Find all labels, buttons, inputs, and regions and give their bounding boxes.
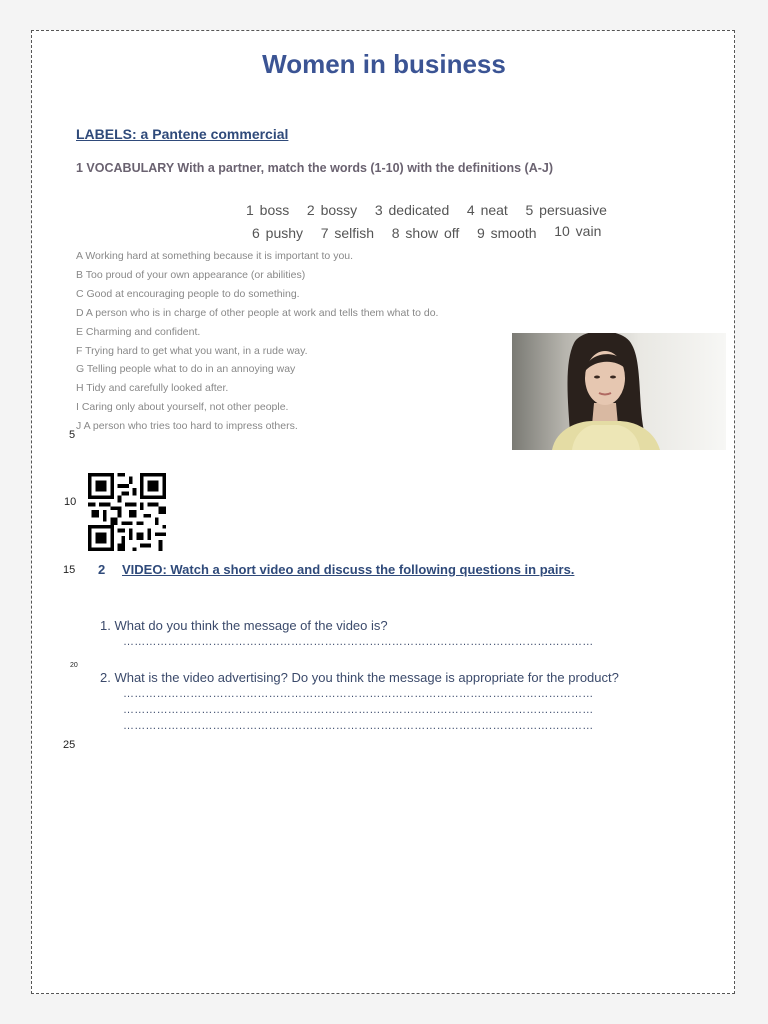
definitions-list	[76, 247, 438, 436]
answer-line: ………………………………………………………………………………………………………………	[123, 704, 594, 716]
woman-photo	[512, 333, 726, 450]
definition-item: J A person who tries too hard to impress others.	[76, 420, 298, 433]
labels-heading: LABELS: a Pantene commercial	[76, 126, 289, 142]
definition-item: C Good at encouraging people to do something.	[76, 287, 300, 300]
definition-item: B Too proud of your own appearance (or abilities)	[76, 268, 306, 281]
task2-number: 2	[98, 562, 106, 577]
line-number-5: 5	[69, 429, 76, 441]
definition-item: D A person who is in charge of other people at work and tells them what to do.	[76, 306, 439, 319]
definition-item: A Working hard at something because it is important to you.	[76, 250, 354, 262]
question-2: 2. What is the video advertising? Do you think the message is appropriate for the product?	[100, 670, 619, 685]
definition-item: I Caring only about yourself, not other people.	[76, 401, 289, 414]
answer-line: ………………………………………………………………………………………………………………	[123, 720, 594, 732]
worksheet-page	[31, 30, 735, 994]
word-list-row-2: 6 pushy 7 selfish 8 show off 9 smooth 10 vain	[252, 223, 602, 241]
task2-heading: VIDEO: Watch a short video and discuss the following questions in pairs.	[122, 562, 575, 577]
word-list-row-1: 1 boss 2 bossy 3 dedicated 4 neat 5 persuasive	[246, 202, 607, 218]
answer-line: ………………………………………………………………………………………………………………	[123, 688, 594, 700]
task2-heading-row	[32, 562, 736, 580]
definition-item: H Tidy and carefully looked after.	[76, 382, 229, 395]
line-number-25: 25	[63, 739, 76, 751]
line-number-20: 20	[70, 662, 78, 669]
qr-code-icon	[86, 473, 168, 551]
line-number-15: 15	[63, 564, 76, 576]
definition-item: E Charming and confident.	[76, 325, 201, 338]
vocabulary-instruction: 1 VOCABULARY With a partner, match the words (1-10) with the definitions (A-J)	[76, 161, 554, 175]
definition-item: F Trying hard to get what you want, in a rude way.	[76, 344, 308, 357]
line-number-10: 10	[64, 496, 77, 508]
definition-item: G Telling people what to do in an annoying way	[76, 363, 296, 376]
word-vain: 10 vain	[554, 223, 602, 239]
answer-line: ………………………………………………………………………………………………………………	[123, 636, 594, 648]
page-title: Women in business	[262, 49, 506, 79]
question-1: 1. What do you think the message of the video is?	[100, 618, 388, 633]
